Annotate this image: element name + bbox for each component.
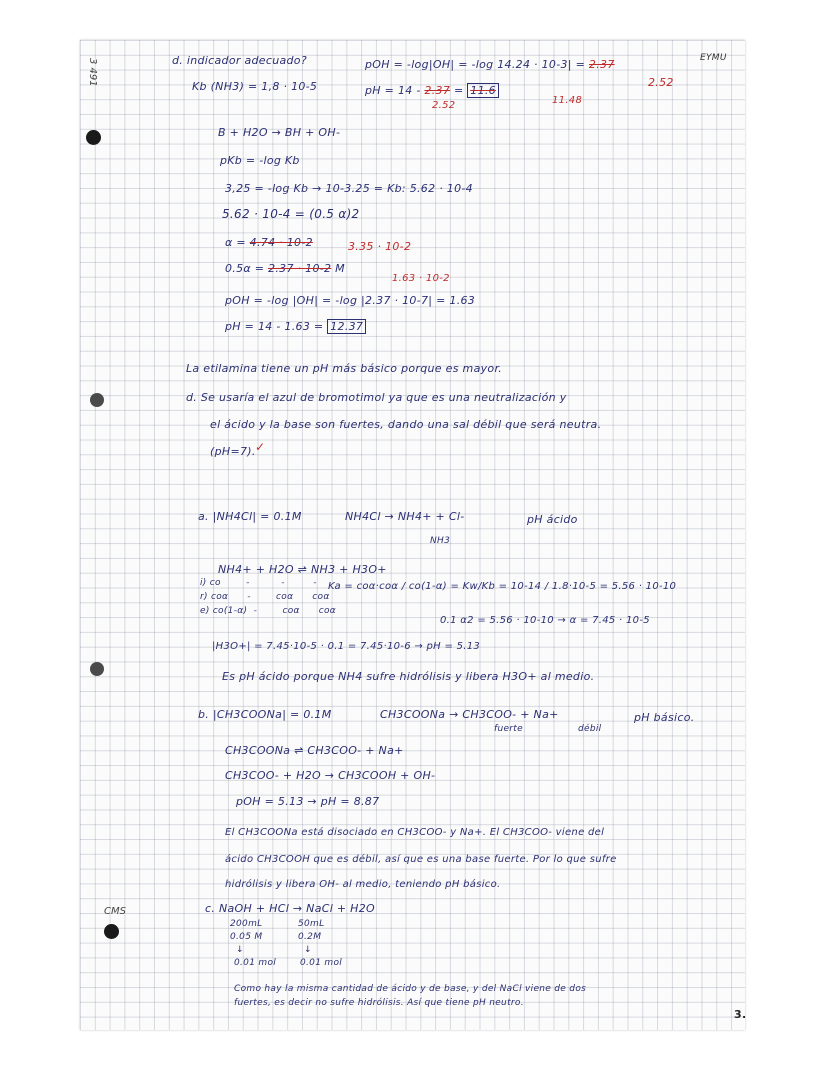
section-a-ph-label: pH ácido [527, 513, 578, 526]
section-b-result: pOH = 5.13 → pH = 8.87 [236, 795, 380, 808]
poh-calc: pOH = -log |OH| = -log |2.37 · 10-7| = 1.63 [225, 294, 476, 307]
naoh-quantity: 0.01 mol [234, 958, 277, 968]
ph-final-box: 12.37 [327, 319, 366, 334]
part-d-line: el ácido y la base son fuertes, dando una sal débil que será neutra. [210, 418, 602, 431]
binder-hole [104, 924, 119, 939]
ice-row: i) co - - - [200, 578, 317, 588]
poh-text: pOH = -log|OH| = -log 14.24 · 10-3| = [365, 58, 586, 71]
left-vertical-note: 3 491 [87, 58, 98, 87]
conc-unit: M [335, 262, 345, 275]
conclusion-text: La etilamina tiene un pH más básico porque es mayor. [186, 362, 503, 375]
left-margin-note: CMS [104, 906, 126, 917]
h3o-calc: |H3O+| = 7.45·10-5 · 0.1 = 7.45·10-6 → pH = 5.13 [212, 641, 481, 652]
hcl-quantity: 50mL [298, 919, 325, 929]
ph-calc-line [225, 320, 366, 333]
section-c-explanation-line: Como hay la misma cantidad de ácido y de base, y del NaCl viene de dos [234, 984, 587, 994]
section-c-reaction: c. NaOH + HCl → NaCl + H2O [205, 902, 376, 915]
hcl-quantity: ↓ [304, 945, 312, 955]
conc-struck: 2.37 · 10-2 [268, 262, 332, 275]
conc-correction: 1.63 · 10-2 [392, 273, 450, 284]
corner-label: EYMU [700, 53, 727, 63]
part-d-line: (pH=7). [210, 445, 256, 458]
pkb-definition: pKb = -log Kb [220, 154, 300, 167]
ph-boxed-value: 11.6 [467, 83, 499, 98]
page-number: 3. [734, 1008, 747, 1021]
base-reaction: B + H2O → BH + OH- [218, 126, 341, 139]
ph-struck-value: 2.37 [424, 84, 451, 97]
binder-hole [86, 130, 101, 145]
kb-value: Kb (NH3) = 1,8 · 10-5 [192, 80, 318, 93]
label-debil: débil [578, 724, 602, 734]
naoh-quantity: ↓ [236, 945, 244, 955]
alpha-equation: 5.62 · 10-4 = (0.5 α)2 [222, 207, 360, 221]
binder-hole [90, 662, 104, 676]
part-d-line: d. Se usaría el azul de bromotimol ya que es una neutralización y [186, 391, 567, 404]
poh-correction: 2.52 [648, 76, 674, 89]
alpha-struck: 4.74 · 10-2 [249, 236, 313, 249]
nh3-label: NH3 [430, 536, 451, 546]
section-b-explanation-line: hidrólisis y libera OH- al medio, teniendo pH básico. [225, 879, 501, 890]
ice-header: NH4+ + H2O ⇌ NH3 + H3O+ [218, 563, 387, 576]
alpha-calc: 0.1 α2 = 5.56 · 10-10 → α = 7.45 · 10-5 [440, 615, 650, 626]
conc-line [225, 262, 345, 275]
section-b-explanation-line: El CH3COONa está disociado en CH3COO- y Na+. El CH3COO- viene del [225, 827, 605, 838]
section-b-reaction: CH3COONa → CH3COO- + Na+ [380, 708, 559, 721]
section-b-title: b. |CH3COONa| = 0.1M [198, 708, 332, 721]
conc-label: 0.5α = [225, 262, 265, 275]
naoh-quantity: 0.05 M [230, 932, 263, 942]
section-b-eq1: CH3COONa ⇌ CH3COO- + Na+ [225, 744, 404, 757]
hcl-quantity: 0.01 mol [300, 958, 343, 968]
section-b-eq2: CH3COO- + H2O → CH3COOH + OH- [225, 769, 436, 782]
indicador-heading: d. indicador adecuado? [172, 54, 307, 67]
ph-red-under: 2.52 [432, 100, 456, 111]
label-fuerte: fuerte [494, 724, 523, 734]
ice-row: e) co(1-α) - coα coα [200, 606, 336, 616]
section-a-reaction: NH4Cl → NH4+ + Cl- [345, 510, 465, 523]
alpha-line [225, 236, 313, 249]
section-b-ph-label: pH básico. [634, 711, 695, 724]
alpha-label: α = [225, 236, 246, 249]
hcl-quantity: 0.2M [298, 932, 322, 942]
section-a-explanation: Es pH ácido porque NH4 sufre hidrólisis y libera H3O+ al medio. [222, 670, 595, 683]
section-a-title: a. |NH4Cl| = 0.1M [198, 510, 302, 523]
binder-hole [90, 393, 104, 407]
ph-line: pH = 14 - 2.37 = 11.6 [365, 84, 499, 97]
section-c-explanation-line: fuertes, es decir no sufre hidrólisis. Así que tiene pH neutro. [234, 998, 524, 1008]
alpha-correction: 3.35 · 10-2 [348, 240, 412, 253]
ph-text: pH = 14 - [365, 84, 421, 97]
naoh-quantity: 200mL [230, 919, 263, 929]
ph-calc-text: pH = 14 - 1.63 = [225, 320, 324, 333]
poh-line [365, 58, 615, 71]
check-mark: ✓ [255, 440, 266, 454]
kb-calc: 3,25 = -log Kb → 10-3.25 = Kb: 5.62 · 10-4 [225, 182, 473, 195]
section-b-explanation-line: ácido CH3COOH que es débil, así que es una base fuerte. Por lo que sufre [225, 854, 617, 865]
poh-struck-value: 2.37 [588, 58, 615, 71]
ice-row: r) coα - coα coα [200, 592, 330, 602]
ph-red-result: 11.48 [552, 95, 583, 106]
ka-expression: Ka = coα·coα / co(1-α) = Kw/Kb = 10-14 / 1.8·10-5 = 5.56 · 10-10 [328, 581, 677, 592]
